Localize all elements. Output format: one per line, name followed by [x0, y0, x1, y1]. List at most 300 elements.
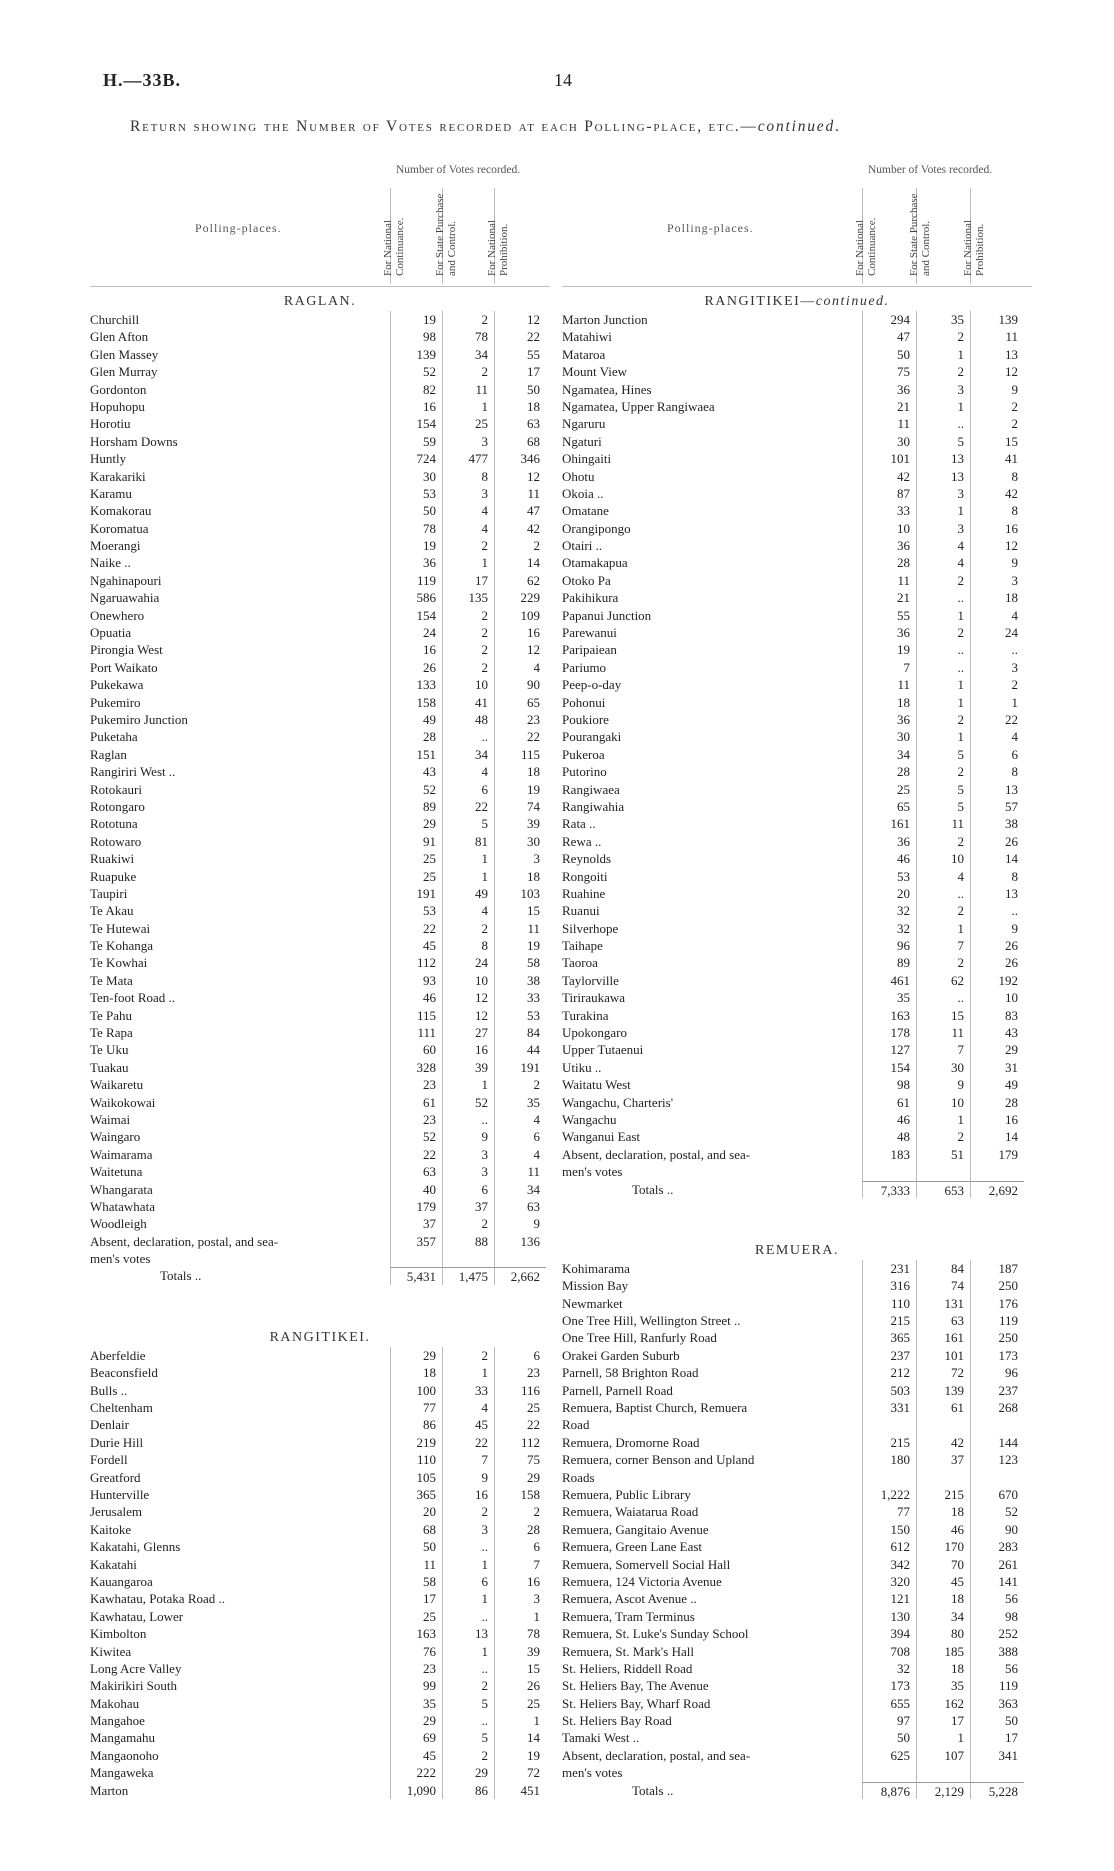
vote-count: 1 — [494, 1608, 546, 1625]
polling-place-name: Ngamatea, Hines — [562, 381, 652, 397]
polling-place-name: Waimai — [90, 1111, 131, 1127]
vote-count — [862, 1764, 916, 1781]
vote-count: 342 — [862, 1556, 916, 1573]
table-row — [90, 1451, 550, 1468]
vote-count: 50 — [390, 502, 442, 519]
vote-count: 53 — [862, 868, 916, 885]
vote-count: 22 — [494, 328, 546, 345]
vote-count: 84 — [494, 1024, 546, 1041]
table-row — [562, 1041, 1032, 1058]
vote-count: 45 — [442, 1416, 494, 1433]
polling-place-name: Rangiwaea — [562, 781, 620, 797]
vote-count: 13 — [442, 1625, 494, 1642]
polling-place-name: Roads — [562, 1469, 595, 1485]
table-row — [90, 850, 550, 867]
vote-count: 346 — [494, 450, 546, 467]
table-row — [90, 746, 550, 763]
polling-place-name: Remuera, Tram Terminus — [562, 1608, 695, 1624]
vote-count: 12 — [494, 468, 546, 485]
header-prohibition: For National Prohibition. — [486, 220, 510, 276]
polling-place-name: Remuera, Somervell Social Hall — [562, 1556, 731, 1572]
vote-count: 59 — [390, 433, 442, 450]
table-row — [562, 1590, 1032, 1607]
table-row — [562, 537, 1032, 554]
polling-place-name: Ngaturi — [562, 433, 602, 449]
vote-count: 78 — [442, 328, 494, 345]
vote-count: 39 — [442, 1059, 494, 1076]
vote-count — [916, 1416, 970, 1433]
vote-count: 625 — [862, 1747, 916, 1764]
vote-count: 4 — [494, 1146, 546, 1163]
vote-count: 4 — [494, 1111, 546, 1128]
vote-count: 5 — [442, 815, 494, 832]
vote-count: 46 — [862, 850, 916, 867]
vote-count: 212 — [862, 1364, 916, 1381]
polling-place-name: Mangaonoho — [90, 1747, 159, 1763]
vote-count: 15 — [970, 433, 1024, 450]
vote-count: 16 — [494, 624, 546, 641]
totals-row — [90, 1267, 550, 1284]
vote-count: 5 — [916, 781, 970, 798]
table-row — [562, 746, 1032, 763]
vote-count: 18 — [862, 694, 916, 711]
vote-count: 18 — [970, 589, 1024, 606]
vote-count: 18 — [494, 398, 546, 415]
table-row — [90, 1111, 550, 1128]
vote-count: 8 — [970, 468, 1024, 485]
polling-place-name: Kauangaroa — [90, 1573, 153, 1589]
table-row — [90, 1059, 550, 1076]
vote-count: 60 — [390, 1041, 442, 1058]
vote-count: 252 — [970, 1625, 1024, 1642]
table-row — [90, 1215, 550, 1232]
table-row — [562, 972, 1032, 989]
vote-count: 6 — [970, 746, 1024, 763]
table-row — [562, 1024, 1032, 1041]
vote-count: 112 — [390, 954, 442, 971]
vote-count: 9 — [494, 1215, 546, 1232]
vote-count: 84 — [916, 1260, 970, 1277]
vote-count: 154 — [862, 1059, 916, 1076]
vote-count: 16 — [390, 398, 442, 415]
polling-place-name: Remuera, Gangitaio Avenue — [562, 1521, 709, 1537]
vote-count: 13 — [970, 781, 1024, 798]
vote-count: 365 — [862, 1329, 916, 1346]
vote-count: 29 — [442, 1764, 494, 1781]
table-row — [90, 311, 550, 328]
vote-count: 316 — [862, 1277, 916, 1294]
vote-count: 22 — [970, 711, 1024, 728]
vote-count: 2 — [916, 833, 970, 850]
table-row — [90, 363, 550, 380]
polling-place-name: Ten-foot Road .. — [90, 990, 176, 1006]
table-row — [90, 1469, 550, 1486]
table-row — [90, 1233, 550, 1250]
table-row — [562, 607, 1032, 624]
vote-count: 2 — [970, 415, 1024, 432]
vote-count: 4 — [442, 502, 494, 519]
table-row — [562, 311, 1032, 328]
table-row — [562, 763, 1032, 780]
vote-count: 61 — [390, 1094, 442, 1111]
polling-place-name: Hunterville — [90, 1487, 150, 1502]
vote-count: 34 — [442, 746, 494, 763]
vote-count: 76 — [390, 1643, 442, 1660]
vote-count: 101 — [916, 1347, 970, 1364]
table-row — [90, 1503, 550, 1520]
vote-count: 219 — [390, 1434, 442, 1451]
vote-count: 141 — [970, 1573, 1024, 1590]
vote-count: 24 — [970, 624, 1024, 641]
vote-count: 3 — [970, 572, 1024, 589]
table-row — [90, 1660, 550, 1677]
polling-place-name: Absent, declaration, postal, and sea- — [90, 1233, 279, 1249]
vote-count: 19 — [494, 1747, 546, 1764]
vote-count: 16 — [494, 1573, 546, 1590]
polling-place-name: Horotiu — [90, 416, 131, 432]
vote-count: 16 — [442, 1486, 494, 1503]
vote-count: 72 — [916, 1364, 970, 1381]
vote-count: 4 — [442, 763, 494, 780]
vote-count: 78 — [390, 520, 442, 537]
left-column — [90, 162, 550, 1799]
vote-count: 11 — [862, 572, 916, 589]
polling-place-name: Wanganui East — [562, 1129, 641, 1145]
vote-count: 9 — [970, 920, 1024, 937]
table-row — [562, 1608, 1032, 1625]
table-row — [90, 728, 550, 745]
vote-count: 39 — [494, 1643, 546, 1660]
vote-count: 45 — [916, 1573, 970, 1590]
table-row — [90, 468, 550, 485]
polling-place-name: Te Hutewai — [90, 920, 151, 936]
vote-count: 32 — [862, 1660, 916, 1677]
vote-count: 4 — [916, 554, 970, 571]
polling-place-name: Putorino — [562, 764, 607, 780]
table-row — [90, 1250, 550, 1267]
polling-place-name: Parnell, Parnell Road — [562, 1382, 673, 1398]
vote-count: 1 — [916, 1729, 970, 1746]
polling-place-name: Parewanui — [562, 625, 617, 641]
polling-place-name: Orangipongo — [562, 520, 631, 536]
vote-count: 96 — [862, 937, 916, 954]
vote-count: 30 — [494, 833, 546, 850]
vote-count: 19 — [494, 781, 546, 798]
vote-count: 15 — [916, 1007, 970, 1024]
vote-count: 17 — [970, 1729, 1024, 1746]
polling-place-name: Rotokauri — [90, 781, 142, 797]
vote-count: 80 — [916, 1625, 970, 1642]
vote-count: 4 — [970, 728, 1024, 745]
table-row — [90, 1347, 550, 1364]
vote-count: 48 — [442, 711, 494, 728]
vote-count: 3 — [916, 485, 970, 502]
vote-count: .. — [970, 902, 1024, 919]
vote-count: 121 — [862, 1590, 916, 1607]
vote-count: 25 — [390, 868, 442, 885]
vote-count: 26 — [970, 954, 1024, 971]
vote-count: 9 — [970, 381, 1024, 398]
vote-count: 7 — [916, 1041, 970, 1058]
vote-count: 3 — [494, 1590, 546, 1607]
vote-count: 63 — [494, 1198, 546, 1215]
table-row — [562, 954, 1032, 971]
vote-count: 9 — [916, 1076, 970, 1093]
vote-count: 158 — [494, 1486, 546, 1503]
polling-place-name: Cheltenham — [90, 1400, 153, 1416]
vote-count — [862, 1163, 916, 1180]
table-row — [90, 781, 550, 798]
vote-count: 9 — [442, 1469, 494, 1486]
table-row — [562, 676, 1032, 693]
polling-place-name: Taylorville — [562, 972, 619, 988]
vote-count: 50 — [494, 381, 546, 398]
polling-place-name: Ohotu — [562, 468, 595, 484]
vote-count: 90 — [970, 1521, 1024, 1538]
vote-count: 4 — [442, 1399, 494, 1416]
vote-count: 3 — [442, 1521, 494, 1538]
vote-count: 231 — [862, 1260, 916, 1277]
polling-place-name: St. Heliers Bay Road — [562, 1713, 672, 1729]
vote-count: 70 — [916, 1556, 970, 1573]
total-count: 2,662 — [494, 1267, 546, 1284]
vote-count — [390, 1250, 442, 1267]
vote-count: 36 — [862, 711, 916, 728]
polling-place-name: Waingaro — [90, 1129, 141, 1145]
table-row — [90, 1590, 550, 1607]
polling-place-name: St. Heliers Bay, The Avenue — [562, 1678, 709, 1694]
vote-count: .. — [970, 641, 1024, 658]
vote-count: 25 — [862, 781, 916, 798]
polling-place-name: Pukemiro — [90, 694, 141, 710]
vote-count: 2 — [442, 624, 494, 641]
table-row — [90, 1163, 550, 1180]
vote-count: 215 — [862, 1434, 916, 1451]
vote-count: 101 — [862, 450, 916, 467]
vote-count: 24 — [442, 954, 494, 971]
vote-count: 5 — [916, 798, 970, 815]
vote-count: 1 — [442, 850, 494, 867]
vote-count: 56 — [970, 1590, 1024, 1607]
vote-count: 670 — [970, 1486, 1024, 1503]
polling-place-name: Te Uku — [90, 1042, 129, 1058]
vote-count: 69 — [390, 1729, 442, 1746]
vote-count: .. — [916, 415, 970, 432]
table-row — [90, 589, 550, 606]
table-row — [90, 1128, 550, 1145]
vote-count: 86 — [390, 1416, 442, 1433]
vote-count: 53 — [494, 1007, 546, 1024]
vote-count: 2 — [494, 537, 546, 554]
polling-place-name: One Tree Hill, Wellington Street .. — [562, 1313, 741, 1329]
vote-count: 2 — [916, 711, 970, 728]
polling-place-name: Pukeroa — [562, 746, 605, 762]
table-row — [562, 781, 1032, 798]
vote-count: 11 — [442, 381, 494, 398]
vote-count: 58 — [494, 954, 546, 971]
vote-count: 72 — [494, 1764, 546, 1781]
polling-place-name: Makirikiri South — [90, 1678, 178, 1694]
vote-count: 612 — [862, 1538, 916, 1555]
polling-place-name: Huntly — [90, 451, 127, 467]
table-row — [90, 868, 550, 885]
vote-count: .. — [442, 1538, 494, 1555]
vote-count: 41 — [442, 694, 494, 711]
section-heading: RAGLAN. — [283, 294, 357, 309]
vote-count: 708 — [862, 1643, 916, 1660]
table-row — [562, 850, 1032, 867]
vote-count: 176 — [970, 1295, 1024, 1312]
column-header — [90, 162, 550, 287]
vote-count: 1,222 — [862, 1486, 916, 1503]
vote-count: 18 — [916, 1590, 970, 1607]
vote-count: 1 — [916, 346, 970, 363]
polling-place-name: Remuera, Waiatarua Road — [562, 1504, 699, 1520]
table-row — [90, 1643, 550, 1660]
vote-count: 2 — [442, 641, 494, 658]
vote-count: 83 — [970, 1007, 1024, 1024]
vote-count: 2 — [442, 1215, 494, 1232]
vote-count: 19 — [390, 311, 442, 328]
vote-count: 33 — [442, 1382, 494, 1399]
table-row — [562, 1573, 1032, 1590]
polling-place-name: Hopuhopu — [90, 398, 145, 414]
polling-place-name: Komakorau — [90, 503, 152, 519]
vote-count: 98 — [970, 1608, 1024, 1625]
vote-count: 2 — [916, 624, 970, 641]
table-row — [90, 972, 550, 989]
vote-count: 6 — [494, 1128, 546, 1145]
vote-count: 50 — [970, 1712, 1024, 1729]
table-row — [90, 1764, 550, 1781]
vote-count: 35 — [916, 311, 970, 328]
vote-count: 283 — [970, 1538, 1024, 1555]
table-row — [90, 920, 550, 937]
vote-count: 52 — [970, 1503, 1024, 1520]
polling-place-name: Te Akau — [90, 903, 134, 919]
vote-count: .. — [916, 589, 970, 606]
vote-count: 7 — [442, 1451, 494, 1468]
polling-place-name: men's votes — [90, 1251, 151, 1267]
table-row — [90, 415, 550, 432]
table-row — [90, 676, 550, 693]
vote-count: 39 — [494, 815, 546, 832]
vote-count: 52 — [442, 1094, 494, 1111]
polling-place-name: Poukiore — [562, 711, 609, 727]
vote-count: 65 — [494, 694, 546, 711]
table-row — [90, 346, 550, 363]
vote-count: 135 — [442, 589, 494, 606]
vote-count: 36 — [390, 554, 442, 571]
vote-count: 20 — [862, 885, 916, 902]
vote-count: 17 — [494, 363, 546, 380]
vote-count: 12 — [494, 641, 546, 658]
vote-count: 139 — [970, 311, 1024, 328]
vote-count: 25 — [494, 1695, 546, 1712]
polling-place-name: Newmarket — [562, 1295, 623, 1311]
vote-count: 100 — [390, 1382, 442, 1399]
vote-count: 89 — [862, 954, 916, 971]
polling-place-name: Te Kohanga — [90, 938, 153, 954]
polling-place-name: Ohingaiti — [562, 451, 612, 467]
polling-place-name: Peep-o-day — [562, 677, 622, 693]
vote-count: 185 — [916, 1643, 970, 1660]
vote-count: 320 — [862, 1573, 916, 1590]
table-row — [90, 537, 550, 554]
polling-place-name: Remuera, corner Benson and Upland — [562, 1452, 755, 1468]
vote-count: 4 — [442, 520, 494, 537]
polling-place-name: Te Mata — [90, 972, 133, 988]
polling-place-name: Rata .. — [562, 816, 596, 832]
vote-count: 4 — [916, 537, 970, 554]
vote-count: 2 — [442, 920, 494, 937]
vote-count: 222 — [390, 1764, 442, 1781]
vote-count: 23 — [390, 1076, 442, 1093]
section-heading: RANGITIKEI. — [269, 1329, 371, 1345]
polling-place-name: Kiwitea — [90, 1643, 132, 1659]
vote-count: .. — [442, 728, 494, 745]
table-row — [90, 798, 550, 815]
table-row — [562, 1503, 1032, 1520]
table-row — [562, 1146, 1032, 1163]
table-row — [90, 937, 550, 954]
polling-place-name: Remuera, Ascot Avenue .. — [562, 1591, 697, 1607]
vote-count: 237 — [970, 1382, 1024, 1399]
vote-count: 2 — [442, 659, 494, 676]
vote-count: 123 — [970, 1451, 1024, 1468]
vote-count: 15 — [494, 902, 546, 919]
vote-count: 261 — [970, 1556, 1024, 1573]
vote-count: 49 — [390, 711, 442, 728]
vote-count: 2 — [494, 1503, 546, 1520]
polling-place-name: Rotongaro — [90, 798, 145, 814]
vote-count: 68 — [494, 433, 546, 450]
vote-count: 10 — [970, 989, 1024, 1006]
vote-count: 90 — [494, 676, 546, 693]
table-row — [90, 1094, 550, 1111]
polling-place-name: Okoia .. — [562, 485, 604, 501]
vote-count: 8 — [970, 502, 1024, 519]
totals-label: Totals .. — [160, 1268, 202, 1284]
polling-place-name: Pourangaki — [562, 729, 622, 745]
table-row — [562, 641, 1032, 658]
vote-count: 9 — [442, 1128, 494, 1145]
table-row — [562, 1111, 1032, 1128]
vote-count: 451 — [494, 1782, 546, 1799]
vote-count: 477 — [442, 450, 494, 467]
vote-count: 14 — [494, 1729, 546, 1746]
vote-count: 18 — [916, 1660, 970, 1677]
table-row — [90, 954, 550, 971]
table-row — [90, 485, 550, 502]
polling-place-name: Upper Tutaenui — [562, 1042, 644, 1058]
polling-place-name: Churchill — [90, 312, 140, 327]
vote-count: 77 — [390, 1399, 442, 1416]
table-row — [90, 1399, 550, 1416]
vote-count — [916, 1469, 970, 1486]
vote-count: 119 — [970, 1312, 1024, 1329]
table-row — [562, 1347, 1032, 1364]
vote-count: .. — [916, 641, 970, 658]
vote-count: 20 — [390, 1503, 442, 1520]
vote-count: 26 — [970, 937, 1024, 954]
vote-count: 6 — [442, 1181, 494, 1198]
vote-count: 13 — [970, 885, 1024, 902]
polling-place-name: Woodleigh — [90, 1216, 147, 1232]
vote-count: 5 — [916, 746, 970, 763]
total-count: 653 — [916, 1181, 970, 1198]
vote-count: 61 — [916, 1399, 970, 1416]
